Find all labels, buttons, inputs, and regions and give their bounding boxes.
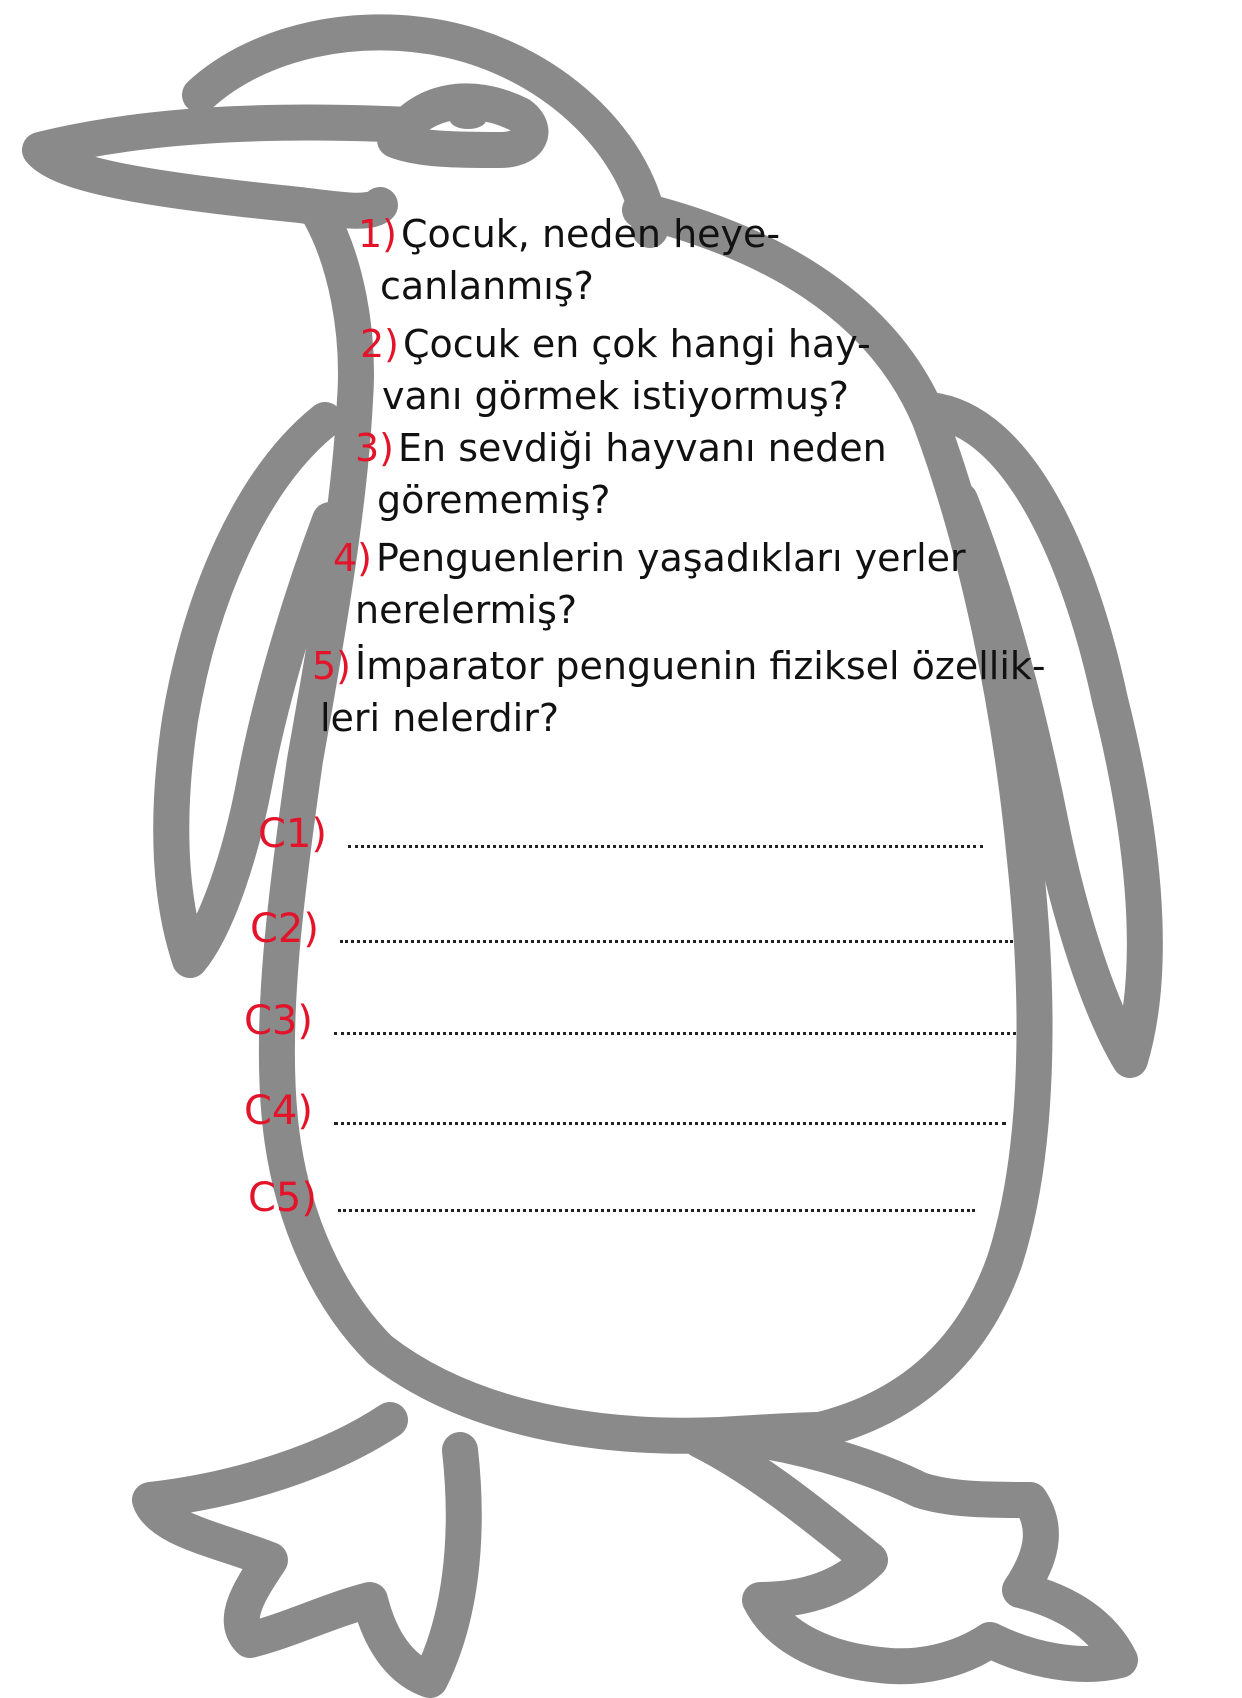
answer-label: C1): [258, 811, 327, 857]
question-number: 2): [360, 322, 400, 366]
question-text: En sevdiği hayvanı neden: [398, 426, 887, 470]
answer-dotted-line[interactable]: [338, 1199, 975, 1212]
question-number: 3): [355, 426, 395, 470]
question-number: 4): [333, 536, 373, 580]
question-text: İmparator penguenin fiziksel özellik-: [355, 644, 1046, 688]
answer-dotted-line[interactable]: [340, 930, 1013, 943]
answer-label: C2): [250, 906, 319, 952]
question-4: [333, 532, 966, 636]
answer-row-2[interactable]: [250, 893, 1013, 953]
question-5: [312, 640, 1046, 744]
question-text-continued: canlanmış?: [380, 264, 594, 308]
question-text-continued: nerelermiş?: [355, 588, 578, 632]
question-text-continued: görememiş?: [377, 478, 611, 522]
question-text: Çocuk, neden heye-: [401, 212, 781, 256]
answer-label: C5): [248, 1175, 317, 1221]
answer-row-3[interactable]: [244, 985, 1016, 1045]
answer-row-4[interactable]: [244, 1075, 1006, 1135]
question-number: 5): [312, 644, 352, 688]
answer-dotted-line[interactable]: [334, 1022, 1016, 1035]
question-text-continued: vanı görmek istiyormuş?: [382, 374, 849, 418]
answer-label: C4): [244, 1088, 313, 1134]
question-text-continued: leri nelerdir?: [320, 696, 560, 740]
question-2: [360, 318, 871, 422]
answer-dotted-line[interactable]: [348, 835, 983, 848]
question-3: [355, 422, 887, 526]
answer-label: C3): [244, 998, 313, 1044]
answer-row-1[interactable]: [258, 798, 983, 858]
question-text: Penguenlerin yaşadıkları yerler: [376, 536, 966, 580]
answer-row-5[interactable]: [248, 1162, 975, 1222]
question-number: 1): [358, 212, 398, 256]
question-1: [358, 208, 780, 312]
question-text: Çocuk en çok hangi hay-: [403, 322, 871, 366]
answer-dotted-line[interactable]: [334, 1112, 1006, 1125]
